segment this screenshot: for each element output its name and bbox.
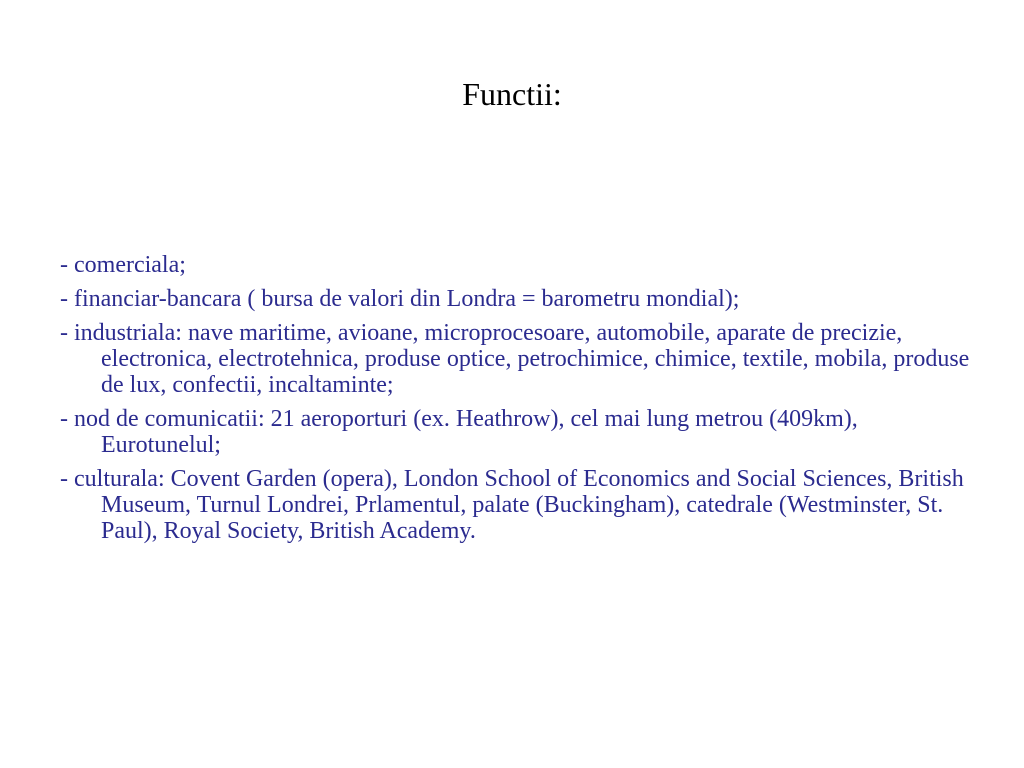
bullet-item-culturala: - culturala: Covent Garden (opera), London School of Economics and Social Sciences, British Museum, Turnul Londrei, Prlamentul, palate (Buckingham), catedrale (Westminster, St. Paul), Royal Society, British Academy. [60, 466, 964, 544]
slide-title: Functii: [462, 76, 562, 112]
bullet-item-industriala: - industriala: nave maritime, avioane, microprocesoare, automobile, aparate de precizie, electronica, electrotehnica, produse optice, petrochimice, chimice, textile, mobila, produse de lux, confectii, incaltaminte; [60, 320, 970, 398]
bullet-item-nod-de-comunicatii: - nod de comunicatii: 21 aeroporturi (ex. Heathrow), cel mai lung metrou (409km), Eurotunelul; [60, 406, 858, 458]
bullet-item-financiar-bancara: - financiar-bancara ( bursa de valori din Londra = barometru mondial); [60, 286, 740, 312]
bullet-item-comerciala: - comerciala; [60, 252, 186, 278]
bullet-list [60, 252, 980, 552]
